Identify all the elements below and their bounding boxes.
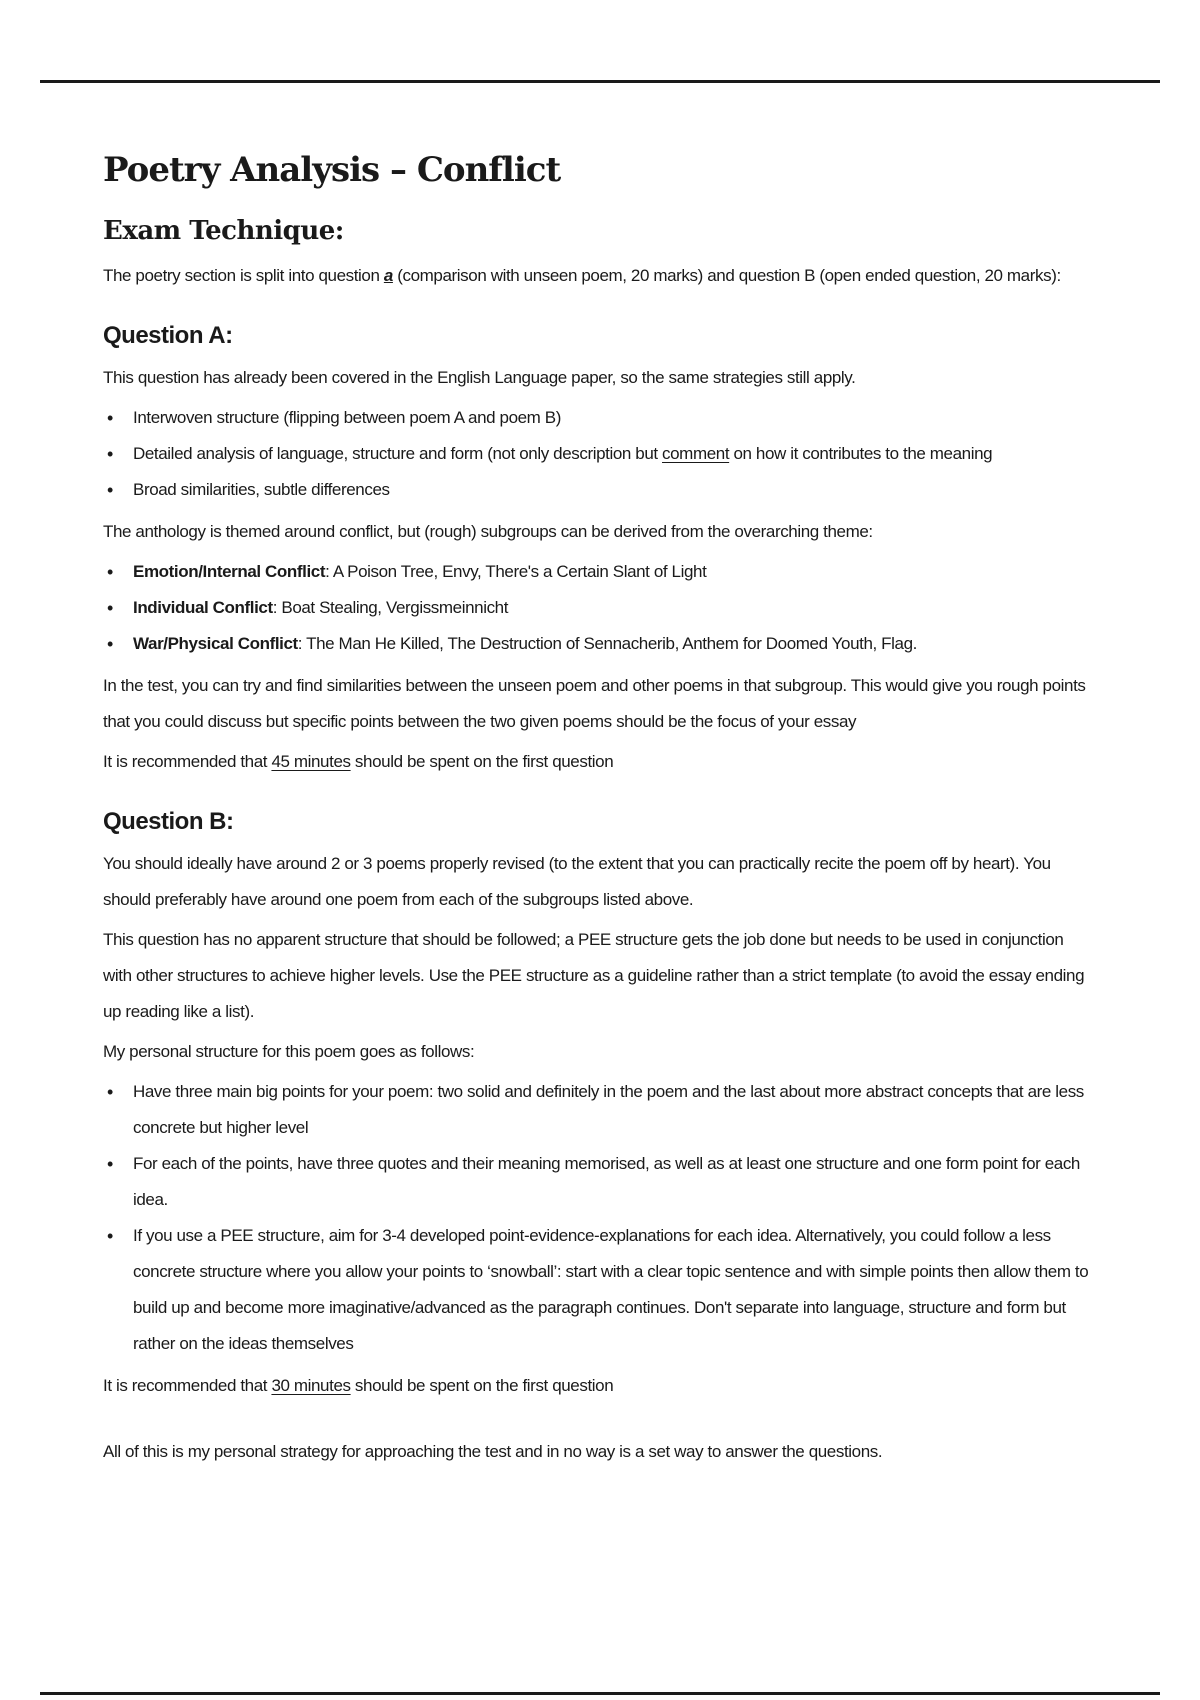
list-item-text-rest: on how it contributes to the meaning [729, 444, 993, 463]
subgroup-label: Individual Conflict [133, 598, 273, 617]
question-b-para3: My personal structure for this poem goes as follows: [103, 1042, 475, 1061]
page-title: Poetry Analysis – Conflict [103, 150, 561, 190]
test-note: In the test, you can try and find similarities between the unseen poem and other poems in that subgroup. This would give you rough points that you could discuss but specific points between the two given poems should be the focus of your essay [103, 676, 1086, 731]
subgroup-poems: : A Poison Tree, Envy, There's a Certain Slant of Light [325, 562, 707, 581]
spacer [103, 1408, 1093, 1434]
question-b-para2: This question has no apparent structure that should be followed; a PEE structure gets the job done but needs to be used in conjunction with other structures to achieve higher levels. Use the PEE structure as a guideline rather than a strict template (to avoid the essay ending up reading like a list). [103, 930, 1085, 1021]
subgroup-label: Emotion/Internal Conflict [133, 562, 326, 581]
list-item: • For each of the points, have three quotes and their meaning memorised, as well as at least one structure and one form point for each idea. [103, 1146, 1093, 1218]
question-a-intro: This question has already been covered in the English Language paper, so the same strategies still apply. [103, 368, 856, 387]
list-item: • Have three main big points for your poem: two solid and definitely in the poem and the last about more abstract concepts that are less concrete but higher level [103, 1074, 1093, 1146]
document-body [103, 150, 1093, 1474]
time-text: It is recommended that [103, 1376, 272, 1395]
list-item [103, 436, 1093, 472]
exam-technique-intro [103, 258, 1093, 294]
list-item: • Broad similarities, subtle differences [103, 472, 1093, 508]
list-item: • If you use a PEE structure, aim for 3-4 developed point-evidence-explanations for each idea. Alternatively, you could follow a less concrete structure where you allow your points to ‘snowball’: start with a clear topic sentence and with simple points then allow them to build up and become more imaginative/advanced as the paragraph continues. Don't separate into language, structure and form but rather on the ideas themselves [103, 1218, 1093, 1362]
question-b-heading: Question B: [103, 808, 234, 835]
top-divider [40, 80, 1160, 83]
closing-note: All of this is my personal strategy for approaching the test and in no way is a set way to answer the questions. [103, 1442, 883, 1461]
subgroup-list [103, 554, 1093, 662]
list-item [103, 626, 1093, 662]
time-value: 30 minutes [271, 1376, 351, 1395]
time-text-rest: should be spent on the first question [350, 1376, 614, 1395]
intro-question-letter: a [383, 266, 393, 285]
anthology-intro: The anthology is themed around conflict, but (rough) subgroups can be derived from the overarching theme: [103, 522, 873, 541]
question-b-time-note [103, 1368, 1093, 1404]
question-b-structure-list [103, 1074, 1093, 1362]
intro-text: The poetry section is split into question [103, 266, 384, 285]
question-b-para1: You should ideally have around 2 or 3 poems properly revised (to the extent that you can practically recite the poem off by heart). You should preferably have around one poem from each of the subgroups listed above. [103, 854, 1051, 909]
subgroup-poems: : Boat Stealing, Vergissmeinnicht [272, 598, 509, 617]
exam-technique-heading: Exam Technique: [103, 216, 344, 246]
bottom-divider [40, 1692, 1160, 1695]
list-item: • Interwoven structure (flipping between poem A and poem B) [103, 400, 1093, 436]
underlined-word: comment [662, 444, 730, 463]
question-a-strategy-list [103, 400, 1093, 508]
list-item [103, 554, 1093, 590]
list-item-text: Detailed analysis of language, structure and form (not only description but [133, 444, 663, 463]
question-a-heading: Question A: [103, 322, 233, 349]
time-text: It is recommended that [103, 752, 272, 771]
subgroup-poems: : The Man He Killed, The Destruction of Sennacherib, Anthem for Doomed Youth, Flag. [297, 634, 917, 653]
time-value: 45 minutes [271, 752, 351, 771]
list-item [103, 590, 1093, 626]
intro-text-rest: (comparison with unseen poem, 20 marks) and question B (open ended question, 20 marks): [392, 266, 1061, 285]
subgroup-label: War/Physical Conflict [133, 634, 298, 653]
time-text-rest: should be spent on the first question [350, 752, 614, 771]
question-a-time-note [103, 744, 1093, 780]
